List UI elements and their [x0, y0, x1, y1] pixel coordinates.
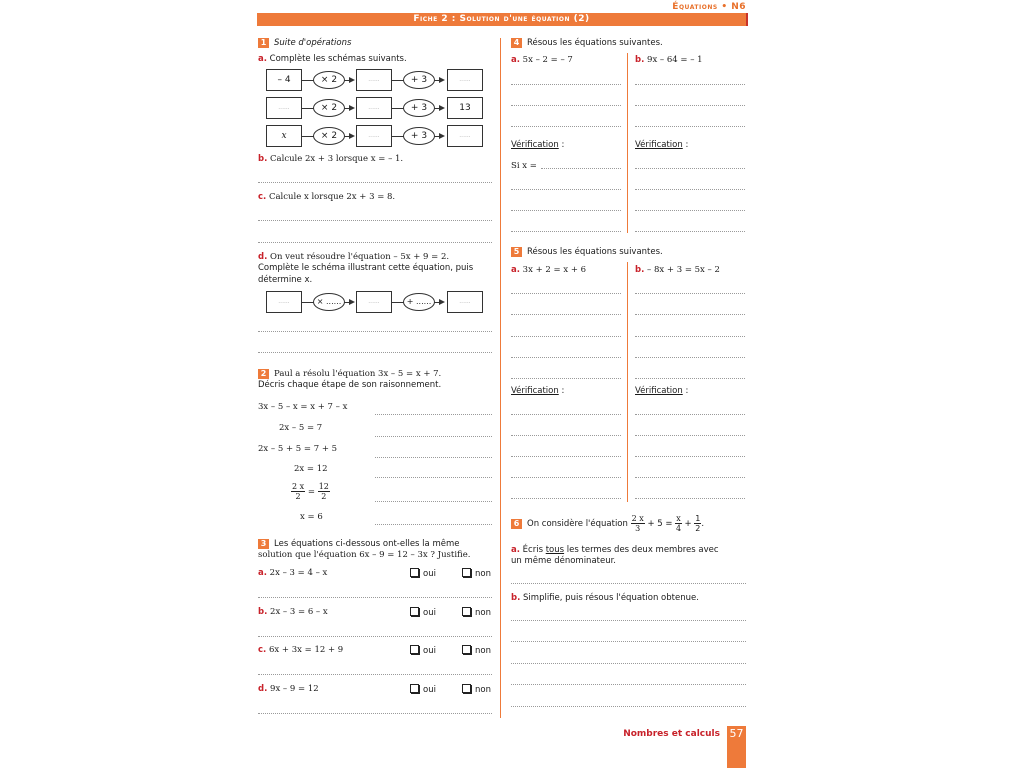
answer-line[interactable]: [635, 435, 745, 436]
ex2-step-3: 2x – 5 + 5 = 7 + 5: [258, 444, 338, 454]
item-equation: 2x – 3 = 4 – x: [266, 568, 328, 578]
answer-line[interactable]: [635, 357, 745, 358]
arrow-icon: [439, 77, 445, 83]
answer-line[interactable]: [511, 378, 621, 379]
answer-line[interactable]: [258, 674, 492, 675]
schema-end-box[interactable]: ......: [447, 291, 483, 313]
ex2-step-4: 2x = 12: [294, 464, 328, 474]
arrow-icon: [349, 77, 355, 83]
no-checkbox[interactable]: non: [462, 607, 491, 618]
arrow-icon: [439, 105, 445, 111]
explanation-line[interactable]: [375, 524, 492, 525]
column-divider: [500, 38, 501, 718]
ex6-b-question: b. Simplifie, puis résous l'équation obtenue.: [511, 593, 699, 603]
explanation-line[interactable]: [375, 414, 492, 415]
ex4-b-verification-label: Vérification :: [635, 140, 689, 150]
item-equation: 9x – 9 = 12: [267, 684, 319, 694]
item-label: d.: [258, 684, 268, 694]
ex1-title: Suite d'opérations: [274, 38, 352, 48]
ex6-a-text2: un même dénominateur.: [511, 556, 617, 566]
ex4-column-divider: [627, 53, 628, 233]
answer-line[interactable]: [635, 126, 745, 127]
arrow-icon: [439, 133, 445, 139]
arrow-icon: [439, 299, 445, 305]
schema-end-box: 13: [447, 97, 483, 119]
ex4-a-verification-label: Vérification :: [511, 140, 565, 150]
ex5-column-divider: [627, 262, 628, 502]
checkbox-icon[interactable]: [462, 684, 471, 693]
arrow-icon: [349, 133, 355, 139]
schema-end-box[interactable]: ......: [447, 125, 483, 147]
answer-line[interactable]: [635, 414, 745, 415]
answer-line[interactable]: [511, 435, 621, 436]
page-number: 57: [727, 726, 746, 768]
schema-start-box: x: [266, 125, 302, 147]
answer-line[interactable]: [258, 352, 492, 353]
ex1-d-question: d. On veut résoudre l'équation – 5x + 9 = 2.: [258, 252, 450, 262]
checkbox-icon[interactable]: [410, 568, 419, 577]
checkbox-icon[interactable]: [410, 645, 419, 654]
operation-oval: × 2: [313, 71, 345, 89]
answer-line[interactable]: [635, 314, 745, 315]
answer-line[interactable]: [258, 242, 492, 243]
ex5-a-equation: a. 3x + 2 = x + 6: [511, 265, 587, 275]
ex3-text2: solution que l'équation 6x – 9 = 12 – 3x ? Justifie.: [258, 550, 471, 560]
no-checkbox[interactable]: non: [462, 568, 491, 579]
schema-end-box[interactable]: ......: [447, 69, 483, 91]
answer-line[interactable]: [511, 663, 746, 664]
operation-oval: + 3: [403, 99, 435, 117]
item-label: b.: [258, 607, 268, 617]
ex1-d-text3: détermine x.: [258, 275, 313, 285]
ex1-heading: [258, 38, 351, 48]
yes-checkbox[interactable]: oui: [410, 684, 436, 695]
answer-line[interactable]: [511, 314, 621, 315]
answer-line[interactable]: [511, 583, 746, 584]
item-label: c.: [258, 645, 267, 655]
schema-start-box[interactable]: ......: [266, 97, 302, 119]
answer-line[interactable]: [258, 182, 492, 183]
arrow-icon: [349, 105, 355, 111]
ex1-a-instruction: a. Complète les schémas suivants.: [258, 54, 407, 64]
answer-line[interactable]: [258, 331, 492, 332]
ex6-a-question: a. Écris tous les termes des deux membres avec: [511, 545, 719, 555]
answer-line[interactable]: [511, 293, 621, 294]
answer-line[interactable]: [635, 168, 745, 169]
answer-line[interactable]: [635, 105, 745, 106]
no-checkbox[interactable]: non: [462, 684, 491, 695]
answer-line[interactable]: [511, 641, 746, 642]
ex2-step-1: 3x – 5 – x = x + 7 – x: [258, 402, 348, 412]
operation-oval: × ......: [313, 293, 345, 311]
answer-line[interactable]: [511, 706, 746, 707]
yes-checkbox[interactable]: oui: [410, 607, 436, 618]
answer-line[interactable]: [258, 636, 492, 637]
answer-line[interactable]: [511, 84, 621, 85]
operation-oval: + ......: [403, 293, 435, 311]
answer-line[interactable]: [511, 414, 621, 415]
ex1-d-text2: Complète le schéma illustrant cette équation, puis: [258, 263, 474, 273]
answer-line[interactable]: [511, 357, 621, 358]
answer-line[interactable]: [635, 210, 745, 211]
answer-line[interactable]: [511, 126, 621, 127]
answer-line[interactable]: [511, 477, 621, 478]
chapter-tag: Équations • N6: [672, 2, 746, 12]
no-checkbox[interactable]: non: [462, 645, 491, 656]
checkbox-icon[interactable]: [410, 607, 419, 616]
answer-line[interactable]: [511, 684, 746, 685]
ex1-c-question: c. Calcule x lorsque 2x + 3 = 8.: [258, 192, 396, 202]
checkbox-icon[interactable]: [462, 645, 471, 654]
ex3-heading: 3 Les équations ci-dessous ont-elles la même: [258, 539, 492, 550]
item-equation: 2x – 3 = 6 – x: [267, 607, 328, 617]
schema-mid-box[interactable]: ......: [356, 291, 392, 313]
answer-line[interactable]: [511, 231, 621, 232]
schema-mid-box[interactable]: ......: [356, 69, 392, 91]
answer-line[interactable]: [511, 210, 621, 211]
ex2-step-5: $\frac{2 x}{2}$ = $\frac{12}{2}$: [292, 482, 329, 501]
schema-mid-box[interactable]: ......: [356, 97, 392, 119]
explanation-line[interactable]: [375, 457, 492, 458]
answer-line[interactable]: [511, 498, 621, 499]
answer-line[interactable]: [511, 336, 621, 337]
answer-line[interactable]: [635, 498, 745, 499]
x-value-line[interactable]: [541, 168, 621, 169]
answer-line[interactable]: [635, 293, 745, 294]
ex5-heading: 5 Résous les équations suivantes.: [511, 247, 663, 257]
operation-oval: + 3: [403, 127, 435, 145]
ex3-item: [258, 645, 343, 655]
answer-line[interactable]: [635, 231, 745, 232]
checkbox-icon[interactable]: [462, 568, 471, 577]
yes-checkbox[interactable]: oui: [410, 645, 436, 656]
schema-start-box[interactable]: ......: [266, 291, 302, 313]
answer-line[interactable]: [511, 620, 746, 621]
ex4-heading: 4 Résous les équations suivantes.: [511, 38, 663, 48]
answer-line[interactable]: [258, 220, 492, 221]
explanation-line[interactable]: [375, 436, 492, 437]
answer-line[interactable]: [635, 84, 745, 85]
ex2-text2: Décris chaque étape de son raisonnement.: [258, 380, 442, 390]
answer-line[interactable]: [511, 105, 621, 106]
schema-mid-box[interactable]: ......: [356, 125, 392, 147]
answer-line[interactable]: [635, 189, 745, 190]
ex2-step-2: 2x – 5 = 7: [279, 423, 323, 433]
explanation-line[interactable]: [375, 501, 492, 502]
ex3-item: [258, 607, 328, 617]
ex1-b-question: b. Calcule 2x + 3 lorsque x = – 1.: [258, 154, 404, 164]
ex4-si-x: Si x =: [511, 161, 537, 171]
answer-line[interactable]: [635, 477, 745, 478]
arrow-icon: [349, 299, 355, 305]
answer-line[interactable]: [635, 456, 745, 457]
ex5-b-equation: b. – 8x + 3 = 5x – 2: [635, 265, 720, 275]
operation-oval: × 2: [313, 99, 345, 117]
answer-line[interactable]: [635, 336, 745, 337]
worksheet-title: Fiche 2 : Solution d'une équation (2): [257, 13, 748, 26]
ex4-b-equation: b. 9x – 64 = – 1: [635, 55, 703, 65]
ex6-heading: 6 On considère l'équation $\frac{2 x}{3}$ + 5 = $\frac{x}{4}$ + $\frac{1}{2}$ .: [511, 514, 704, 533]
checkbox-icon[interactable]: [410, 684, 419, 693]
section-label: Nombres et calculs: [623, 729, 720, 739]
answer-line[interactable]: [258, 597, 492, 598]
ex3-item: [258, 684, 319, 694]
schema-start-box: – 4: [266, 69, 302, 91]
operation-oval: + 3: [403, 71, 435, 89]
ex1-number: 1: [258, 38, 269, 48]
ex2-step-6: x = 6: [300, 512, 323, 522]
checkbox-icon[interactable]: [462, 607, 471, 616]
answer-line[interactable]: [635, 378, 745, 379]
operation-oval: × 2: [313, 127, 345, 145]
answer-line[interactable]: [511, 189, 621, 190]
ex2-heading: 2 Paul a résolu l'équation 3x – 5 = x + 7.: [258, 369, 441, 379]
explanation-line[interactable]: [375, 477, 492, 478]
item-equation: 6x + 3x = 12 + 9: [266, 645, 344, 655]
ex5-a-verification-label: Vérification :: [511, 386, 565, 396]
ex3-item: [258, 568, 327, 578]
answer-line[interactable]: [258, 713, 492, 714]
answer-line[interactable]: [511, 456, 621, 457]
ex5-b-verification-label: Vérification :: [635, 386, 689, 396]
item-label: a.: [258, 568, 267, 578]
yes-checkbox[interactable]: oui: [410, 568, 436, 579]
ex4-a-equation: a. 5x – 2 = – 7: [511, 55, 573, 65]
